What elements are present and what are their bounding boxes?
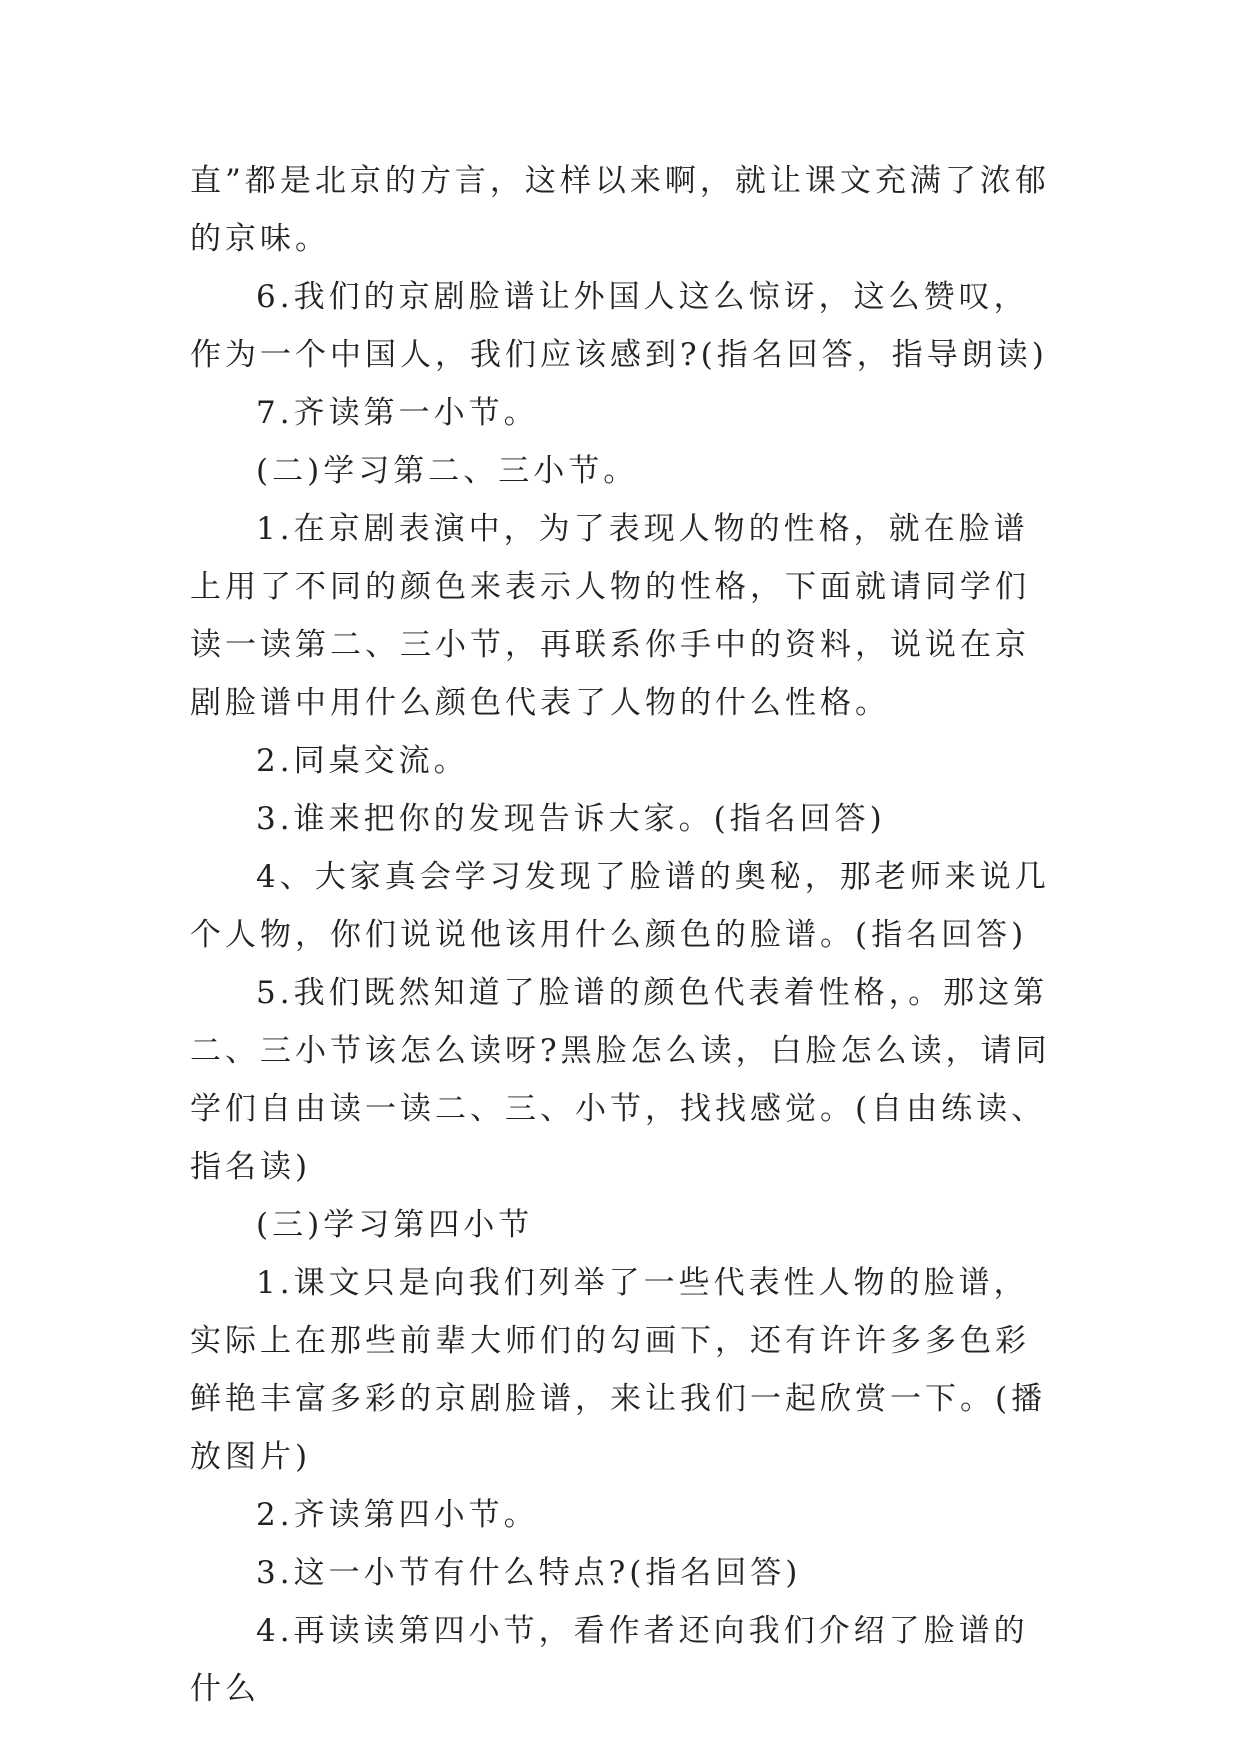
paragraph-s3-step-3: 3.这一小节有什么特点?(指名回答): [256, 1555, 802, 1591]
paragraph-s3-step-1: 1.课文只是向我们列举了一些代表性人物的脸谱，实际上在那些前辈大师们的勾画下，还有许许多多色彩鲜艳丰富多彩的京剧脸谱，来让我们一起欣赏一下。(播放图片): [190, 1265, 1047, 1475]
section-heading-2: (二)学习第二、三小节。: [256, 453, 639, 489]
section-heading-3: (三)学习第四小节: [256, 1207, 534, 1243]
paragraph-step-7: 7.齐读第一小节。: [256, 395, 539, 431]
paragraph-s2-step-5: 5.我们既然知道了脸谱的颜色代表着性格，。那这第二、三小节该怎么读呀?黑脸怎么读，白脸怎么读，请同学们自由读一读二、三、小节，找找感觉。(自由练读、指名读): [190, 975, 1051, 1185]
paragraph-s3-step-2: 2.齐读第四小节。: [256, 1497, 539, 1533]
paragraph-s2-step-4: 4、大家真会学习发现了脸谱的奥秘，那老师来说几个人物，你们说说他该用什么颜色的脸谱。(指名回答): [190, 859, 1050, 953]
paragraph-s2-step-1: 1.在京剧表演中，为了表现人物的性格，就在脸谱上用了不同的颜色来表示人物的性格，下面就请同学们读一读第二、三小节，再联系你手中的资料，说说在京剧脸谱中用什么颜色代表了人物的什么性格。: [190, 511, 1030, 721]
paragraph-s3-step-4: 4.再读读第四小节，看作者还向我们介绍了脸谱的什么: [190, 1613, 1029, 1707]
document-body: [190, 152, 1052, 1718]
paragraph-continuation: 直”都是北京的方言，这样以来啊，就让课文充满了浓郁的京味。: [190, 163, 1050, 257]
paragraph-s2-step-2: 2.同桌交流。: [256, 743, 469, 779]
paragraph-step-6: 6.我们的京剧脸谱让外国人这么惊讶，这么赞叹，作为一个中国人，我们应该感到?(指名回答，指导朗读): [190, 279, 1048, 373]
paragraph-s2-step-3: 3.谁来把你的发现告诉大家。(指名回答): [256, 801, 886, 837]
